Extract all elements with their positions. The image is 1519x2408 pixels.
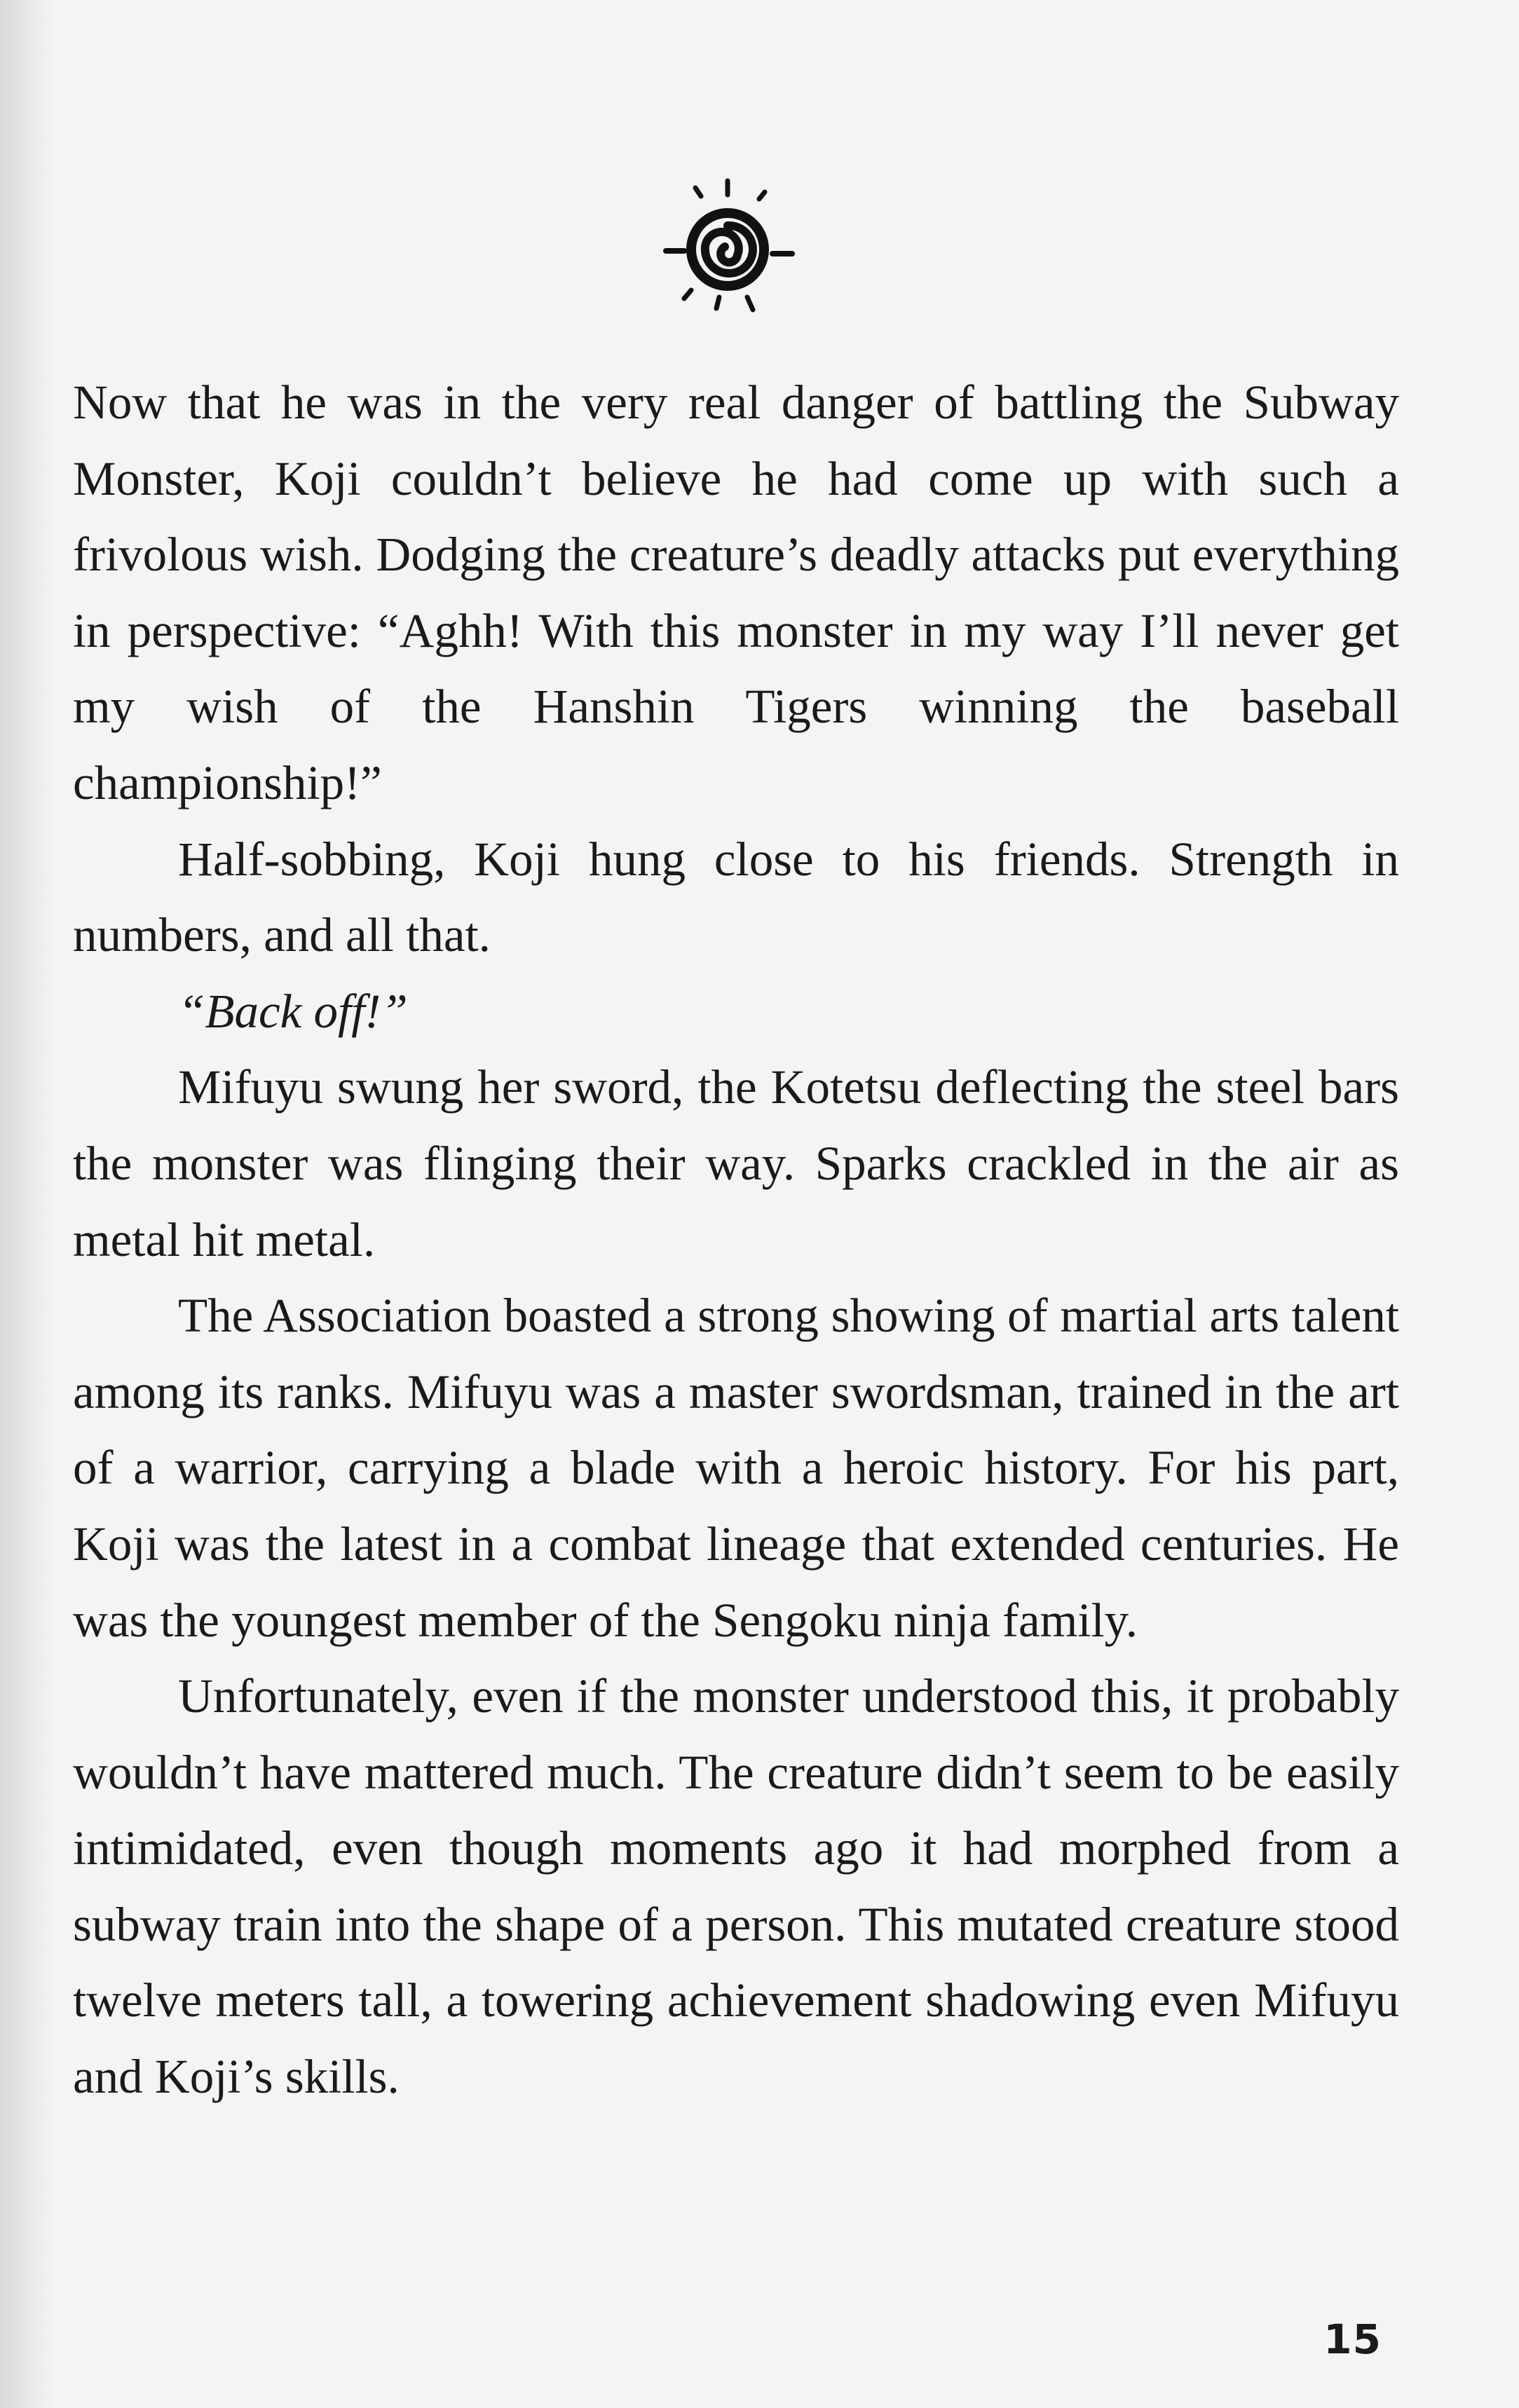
paragraph: Half-sobbing, Koji hung close to his friends. Strength in numbers, and all that. <box>73 832 1399 962</box>
paragraph: Mifuyu swung her sword, the Kotetsu deflecting the steel bars the monster was flinging their way. Sparks crackled in the air as metal hit metal. <box>73 1060 1399 1266</box>
body-text <box>73 364 1399 2115</box>
sun-swirl-icon <box>642 167 817 342</box>
paragraph: Now that he was in the very real danger of battling the Subway Monster, Koji couldn’t believe he had come up with such a frivolous wish. Dodging the creature’s deadly attacks put everything in perspective: “Aghh! With this monster in my way I’ll never get my wish of the Hanshin Tigers winning the baseball championship!” <box>73 376 1399 809</box>
dialogue-line: “Back off!” <box>178 984 408 1038</box>
paragraph: The Association boasted a strong showing of martial arts talent among its ranks. Mifuyu was a master swordsman, trained in the art of a warrior, carrying a blade with a heroic history. For his part, Koji was the latest in a combat lineage that extended centuries. He was the youngest member of the Sengoku ninja family. <box>73 1289 1399 1647</box>
page-number: 15 <box>1323 2315 1382 2363</box>
page-gutter-shadow <box>0 0 56 2408</box>
paragraph: Unfortunately, even if the monster understood this, it probably wouldn’t have mattered much. The creature didn’t seem to be easily intimidated, even though moments ago it had morphed from a subway train into the shape of a person. This mutated creature stood twelve meters tall, a towering achievement shadowing even Mifuyu and Koji’s skills. <box>73 1669 1399 2104</box>
